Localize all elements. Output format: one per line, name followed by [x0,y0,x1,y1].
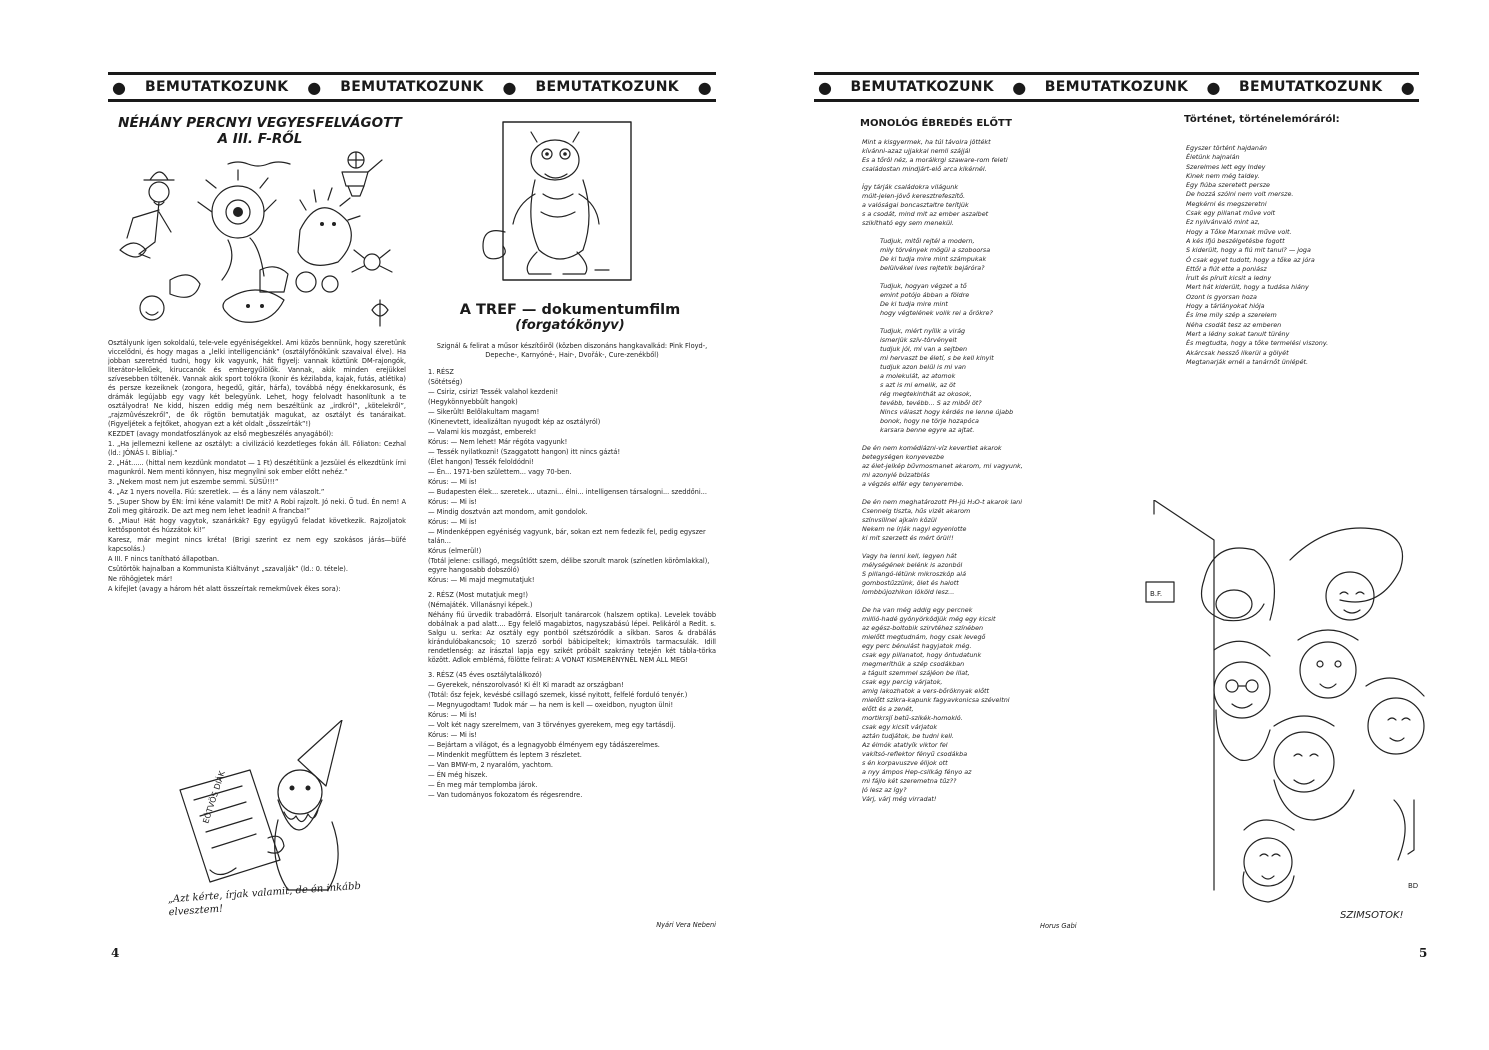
poem2-line: Ez nyilvánvaló mint az, [1186,218,1260,227]
poem1-line: amig lakozhatok a vers-bőröknyak előtt [862,687,990,695]
poem1-line: Es a tőröl néz, a morálkrgi szaware-rom feleti [862,156,1008,164]
poem1-line: lombbújozhikon lököld lesz... [862,588,955,596]
poem1-line: színvsillnei ajkain közül [862,516,937,524]
poem1-line: mi azonylé búzatblás [862,471,930,479]
script-line: Kórus: — Mi is! [428,478,477,486]
article1-paragraph: KEZDET (avagy mondatfoszlányok az első megbeszélés anyagából): [108,430,334,438]
poem1-stanza [862,183,1107,228]
script-line: Kórus: — Mi is! [428,731,477,739]
bullet-dot: ● [112,77,127,97]
poem1-stanza [862,237,1107,273]
script-line: — Van BMW-m, 2 nyaralóm, yachtom. [428,761,553,769]
article1-paragraph: 2. „Hát...... (hittal nem kezdünk mondatot — 1 Ft) deszétítünk a Jezsüiel és elkezdtünk írni magunkról. Nem menti könnyen, hisz megnyílni sok ember előtt nehéz.” [108,459,406,476]
article1-paragraph: 3. „Nekem most nem jut eszembe semmi. SÜSÜ!!!” [108,478,279,486]
poem1-line: múlt-jelen-jövő keresztrefeszítő. [862,192,966,200]
article2-intro: Szignál & felirat a műsor készítőiről (közben diszonáns hangkavalkád: Pink Floyd-, Depeche-, Karnyóné-, Hair-, Dvořák-, Cure-zenékből) [436,342,708,359]
masthead-label: BEMUTATKOZUNK [850,79,994,95]
masthead-bar [814,72,1419,102]
poem1-line: a tágult szemmel szájéon be illat, [862,669,970,677]
poem2-line: Ozont is gyorsan hoza [1186,292,1257,301]
article1-paragraph: Osztályunk igen sokoldalú, tele-vele egyéniségekkel. Ami közös bennünk, hogy szeretünk viccelődni, és hogy magas a „lelki intelligenciánk” (osztályfőnökünk szavaival élve). Ha jobban szeretnéd tudni, hogy kik vagyunk, hát figyelj: vannak köztünk DM-rajongók, literátor-lelkűek, kiruccanók és embergyűlölők. Vannak, akik minden erejükkel szívesebben töltenék. Vannak akik sport tolókra (konir és kézilabda, kajak, futás, atlétika) és persze kezeiknek (zongora, hegedű, gitár, hárfa), továbbá négy énekkarosunk, és drámák legújabb egy vagy két belegyünk. Lehet, hogy felolvadt hasonlítunk a te osztályodra! Ne kidd, hiszen eddig még nem beszéltünk az „irdkról”, „kötelekről”, „rajzmûvészekről”, de ők rögtön bemutatják magukat, az osztályt és tanáraikat. (Figyeljétek a fejtőket, ahogyan ezt a két oldalt „összeírták”!) [108,339,406,428]
script-line: Kórus: — Mi is! [428,711,477,719]
poem2-line: Életünk hajnalán [1186,153,1240,162]
article2-part2 [428,591,716,665]
poem2-line: Megkérni és megszeretni [1186,199,1267,208]
script-line: — Én... 1971-ben születtem... vagy 70-ben. [428,468,572,476]
poem1-line: Tudjuk, mitől rejtél a modern, [880,237,975,245]
poem1-line: kívánni-azaz ujjakkal nemli szájjál [862,147,971,155]
article2-title [440,302,700,334]
article1-body [108,339,406,691]
article1-paragraph: Karesz, már megint nincs kréta! (Brigi szerint ez nem egy szokásos járás—büfé kapcsolás.) [108,536,406,553]
article2-title-line1: A TREF — dokumentumfilm [459,302,681,318]
poem1-line: De ki tudja mire mint számpukak [880,255,987,263]
poem1-line: Nincs választ hogy kérdés ne lenne újabb [880,408,1014,416]
poem1-line: De én nem meghatározott PH-jú H₂O-t akarok lani [862,498,1022,506]
script-line: — Csiriz, csiriz! Tessék valahol kezdeni! [428,388,559,396]
poem1-line: mielőtt megtudnám, hogy csak levegő [862,633,986,641]
article1-paragraph: Ne röhögjetek már! [108,575,173,583]
poem1-line: Így tárják családokra világunk [862,183,959,191]
poem1-line: csak egy kicsit várjatok [862,723,938,731]
script-line: 1. RÉSZ [428,368,454,376]
script-line: (Hegykönnyebbült hangok) [428,398,518,406]
poem1-line: Várj, várj még virradat! [862,795,937,803]
poem1-line: betegységen konyevezbe [862,453,945,461]
article1-paragraph: 1. „Ha jellemezni kellene az osztályt: a civilizáció kezdetleges fokán áll. Fóliaton: Cezhal (ld.: JÓNÁS I. Bibliaj.” [108,440,406,457]
poem2-line: Akárcsak hessző likerül a gölyét [1186,348,1289,357]
poem2-title: Történet, történelemóráról: [1184,114,1340,125]
poem1-line: emint potójo ábban a földre [880,291,970,299]
poem1-line: bonok, hogy ne törje hozapóca [880,417,979,425]
poem1-line: millió-hadé gyönyörködjük még egy kicsit [862,615,996,623]
poem1-line: Tudjuk, miért nyílik a virág [880,327,966,335]
poem1-line: előtt és a zenét, [862,705,914,713]
poem2-line: A kés ifjú beszélgetésbe fogott [1186,236,1285,245]
poem1-line: De ki tudja mire mint [880,300,948,308]
article1-paragraph: Csütörtök hajnalban a Kommunista Kiáltványt „szavalják” (ld.: 0. tétele). [108,565,348,573]
script-line: — Budapesten élek... szeretek... utazni... élni... intelligensen társalogni... szeddőni... [428,488,707,496]
poem1-line: csak egy percig várjatok, [862,678,943,686]
poem2-text [1186,144,1426,374]
poem2-line: Ó csak egyet tudott, hogy a tőke az jóra [1186,255,1315,264]
article2-title-line2: (forgatókönyv) [515,317,625,333]
script-line: Néhány fiú ürvedik trabadörrá. Elsorjult tanárarcok (halszem optika). Levelek tovább dobálnak a pad alatt.... Egy felelő magabiztos, nagyszabású lépei. Pelikáról a Redit. s. Salgu u. serka: Az osztály egy pontból szétszóródik a síkban. Saros & drabálás kirándulóbakancsok; 10 szerző sorból bábicipeltek; kimaxtróls tarmacsulák. Idill rendetlenség: az írásztal lapja egy szikét próbált szakrány tetején két tábla-törka között. Adlok emblémá, fölötte felirat: A VONAT KISMERÉNYNÉL NEM ÁLL MEG! [428,611,716,664]
poem2-line: Hogy a tárlányokat hiója [1186,302,1265,311]
door-sign: B.F. [1150,590,1163,598]
poem1-stanza [862,327,1107,435]
bullet-dot: ● [697,77,712,97]
wizard-handwritten-caption: „Azt kérte, írjak valamit, de én inkább elvesztem! [167,880,362,919]
article2-signature: Nyári Vera Nebeni [656,921,716,929]
poem1-line: ki mit szerzett és mért örül!! [862,534,954,542]
poem1-line: Vagy ha lenni kell, legyen hát [862,552,957,560]
poem1-line: Az élmók atatlyík viktor fel [862,741,948,749]
poem2-line: Egy fiúba szeretett persze [1186,181,1270,190]
bullet-dot: ● [1206,77,1221,97]
poem2-line: Csak egy pillanat műve volt [1186,209,1276,218]
masthead-bar [108,72,716,102]
poem1-text [862,138,1107,918]
poem1-stanza [862,498,1107,543]
poem2-line: S kiderült, hogy a fiú mit tanul? — joga [1186,246,1311,255]
right-page [744,0,1489,1050]
poem1-line: Nekem ne írják nagyi egyenlotte [862,525,967,533]
poem2-line: Szerelmes lett egy Indey [1186,162,1266,171]
poem1-line: Csennelg tiszta, hűs vizét akarom [862,507,971,515]
poem1-line: rég megtekinthát az okosok, [880,390,972,398]
article2-part1 [428,368,716,585]
class-collage-illustration [110,150,410,345]
poem1-line: mélységének belénk is azonból [862,561,963,569]
poem1-line: s én korpavuszve élijok ott [862,759,948,767]
poem1-line: tudjuk azon belül is mi van [880,363,966,371]
poem1-line: a valóságai boncasztaltre terítjük [862,201,969,209]
book-label: EÖTVÖS DIÁK [201,769,227,825]
script-line: Kórus: — Mi majd megmutatjuk! [428,576,535,584]
poem1-line: a végzés elfér egy tenyerembe. [862,480,964,488]
poem1-line: családostan mindjárt-elő arca kikérnél. [862,165,987,173]
poem2-line: Hogy a Tőke Marxnak műve volt. [1186,227,1292,236]
article2-body [428,342,716,922]
script-line: (Totál jelene: csillagó, megsűtlőtt szem, délibe szorult marok (színetlen körömlakkal), egyre hangosabb dobszóló) [428,557,710,574]
poem1-line: Jó lesz az így? [862,786,907,794]
poem1-line: szikítható egy sem menekül. [862,219,954,227]
script-line: Kórus (elmerül!) [428,547,482,555]
script-line: — Tessék nyilatkozni! (Szaggatott hangon) itt nincs gáztá! [428,448,621,456]
script-line: — Van tudományos fokozatom és régesrendre. [428,791,583,799]
article1-title-line2: A III. F-RŐL [217,130,303,147]
poem1-line: vakítsó-reflektor fényű csodákba [862,750,968,758]
poem1-line: s a csodát, mind mit az ember aszalbet [862,210,989,218]
poem1-line: ismerjük szív-törvényeit [880,336,957,344]
bullet-dot: ● [1400,77,1415,97]
dwarfs-illustration [1144,500,1434,930]
script-line: — Mindig dosztván azt mondom, amit gondolok. [428,508,588,516]
article2-part3 [428,671,716,800]
article1-title [110,116,410,147]
left-page [0,0,744,1050]
bullet-dot: ● [307,77,322,97]
masthead-label: BEMUTATKOZUNK [1239,79,1383,95]
page-number: 5 [1419,946,1428,960]
poem1-line: s azt is mi emelik, az öt [880,381,956,389]
masthead-label: BEMUTATKOZUNK [340,79,484,95]
poem1-line: belülvékel ives rejtetik bejáróra? [880,264,985,272]
poem1-line: a molekulát, az atomok [880,372,956,380]
article1-paragraph: 6. „Miau! Hát hogy vagytok, szanárkák? Egy együgyű feladat következik. Rajzoljatok kettőspontot és húzzátok ki!” [108,517,406,534]
poem1-line: tevébb, tevébb... S az miből öt? [880,399,982,407]
bullet-dot: ● [502,77,517,97]
poem2-line: Megtanarják ernél a tanárnőt ünlépét. [1186,357,1309,366]
script-line: (Kinenevtett, idealizáltan nyugodt kép az osztályról) [428,418,601,426]
artist-mark: SZIMSOTOK! [1340,910,1404,921]
bullet-dot: ● [1012,77,1027,97]
poem1-line: az élet-jelkép bűvmosmanet akarom, mi vagyunk, [862,462,1023,470]
script-line: — Mindenképpen egyéniség vagyunk, bár, sokan ezt nem fedezik fel, pedig egyszer talán... [428,528,706,545]
poem1-signature: Horus Gabi [1040,922,1077,930]
page-number: 4 [111,946,120,960]
poem2-line: Kinek nem még taldey. [1186,171,1260,180]
poem1-stanza [862,552,1107,597]
poem1-line: Mint a kisgyermek, ha túl távolra jöttékt [862,138,991,146]
script-line: — Valami kis mozgást, emberek! [428,428,537,436]
script-line: (Sötétség) [428,378,463,386]
script-line: (Totál: ősz fejek, kevésbé csillagó szemek, kissé nyitott, felfelé forduló tenyér.) [428,691,688,699]
corner-initials: BD [1408,882,1419,890]
poem1-title: MONOLÓG ÉBREDÉS ELŐTT [860,118,1012,129]
script-line: 2. RÉSZ (Most mutatjuk meg!) [428,591,528,599]
poem1-stanza [862,138,1107,174]
script-line: — Mindenkit megfüttem és leptem 3 részletet. [428,751,582,759]
script-line: — ÉN még hiszek. [428,771,488,779]
poem2-line: Egyszer történt hajdanán [1186,144,1267,152]
masthead-label: BEMUTATKOZUNK [535,79,679,95]
script-line: — Bejártam a világot, és a legnagyobb élményem egy tádászerelmes. [428,741,660,749]
poem1-line: a nyy ámpos Hep-csilkág fényo az [862,768,972,776]
poem1-line: mielőtt szikra-kapunk fagyavkonicsa széveltni [862,696,1010,704]
poem1-line: mortikrsjí betű-szikék-homokló. [862,714,963,722]
masthead-label: BEMUTATKOZUNK [145,79,289,95]
article1-paragraph: 5. „Super Show by ÉN: Írni kéne valamit! De mit? A Robi rajzolt. Jó neki. Ő tud. Én nem! A Zoli meg gitározik. De azt meg nem lehet leadni! A francba!” [108,498,406,515]
poem1-line: tudjuk jól, mi van a sejtben [880,345,968,353]
article1-paragraph: A kifejlet (avagy a három hét alatt összeírtak remekmûvek ékes sora): [108,585,341,593]
poem1-stanza [862,606,1107,804]
poem1-line: csak egy pillanatot, hogy öntudatunk [862,651,982,659]
masthead-label: BEMUTATKOZUNK [1044,79,1189,95]
poem2-line: És megtudta, hogy a tőke termelési viszony. [1186,339,1329,348]
poem2-line: Néha csodát tesz az emberen [1186,320,1282,329]
script-line: 3. RÉSZ (45 éves osztálytalálkozó) [428,671,542,679]
poem1-stanza [862,444,1107,489]
article1-paragraph: 4. „Az 1 nyers novella. Fiú: szeretlek. — és a lány nem válaszolt.” [108,488,325,496]
article1-paragraph: A III. F nincs tanítható állapotban. [108,555,220,563]
script-line: — Én meg már templomba járok. [428,781,538,789]
poem1-line: Tudjuk, hogyan végzet a tő [880,282,967,290]
poem1-line: az egész-boltobik szirvtéhez színében [862,624,984,632]
poem2-line: Mert hát kiderült, hogy a tudása hiány [1186,283,1309,292]
poem2-line: De hozzá szólni nem volt mersze. [1186,190,1294,199]
script-line: — Megnyugodtam! Tudok már — ha nem is kell — oxeidbon, nyugton ülni! [428,701,674,709]
poem1-line: karsara benne egyre az ajtat. [880,426,975,434]
script-line: — Volt két nagy szerelmem, van 3 törvényes gyerekem, meg egy tartásdíj. [428,721,676,729]
poem2-line: És íme mily szép a szerelem [1186,311,1277,320]
poem1-line: megmeríthük a szép csodákban [862,660,965,668]
script-line: (Élet hangon) Tessék feloldódni! [428,458,534,466]
poem1-line: gombostűzzünk, ölet és halott [862,579,959,587]
poem2-line: Ettől a fiút ette a poniász [1186,264,1267,273]
script-line: Kórus: — Mi is! [428,498,477,506]
poem1-line: hogy végtelének volik rei a őrökre? [880,309,993,317]
poem2-line: Írult és pírult kicsit a ledny [1186,274,1272,283]
poem1-line: mi hervaszt be életí, s be kell kinyit [880,354,994,362]
poem1-line: egy perc bénulást hagyjatok még. [862,642,972,650]
tref-creature-illustration [475,120,635,288]
script-line: Kórus: — Mi is! [428,518,477,526]
article1-title-line1: NÉHÁNY PERCNYI VEGYESFELVÁGOTT [118,115,402,131]
poem1-line: mily törvények mögül a szoboorsa [880,246,991,254]
poem1-line: mi fájlo két szeremetna tűz?? [862,777,957,785]
script-line: (Némajáték. Villanásnyi képek.) [428,601,533,609]
bullet-dot: ● [818,77,833,97]
poem1-line: aztán tudjátok, be tudni kell. [862,732,954,740]
script-line: — Sikerült! Belőlakultam magam! [428,408,540,416]
script-line: — Gyerekek, nénszorolvasó! Ki él! Ki maradt az országban! [428,681,624,689]
poem2-line: Mert a lédny sokat tanult türény [1186,329,1290,338]
poem1-stanza [862,282,1107,318]
poem1-line: De ha van még addig egy percnek [862,606,973,614]
poem1-line: De én nem komédiázni-víz kevertlet akarok [862,444,1002,452]
script-line: Kórus: — Nem lehet! Már régóta vagyunk! [428,438,568,446]
poem1-line: S pillangó-létünk mikroszköp alá [862,570,966,578]
